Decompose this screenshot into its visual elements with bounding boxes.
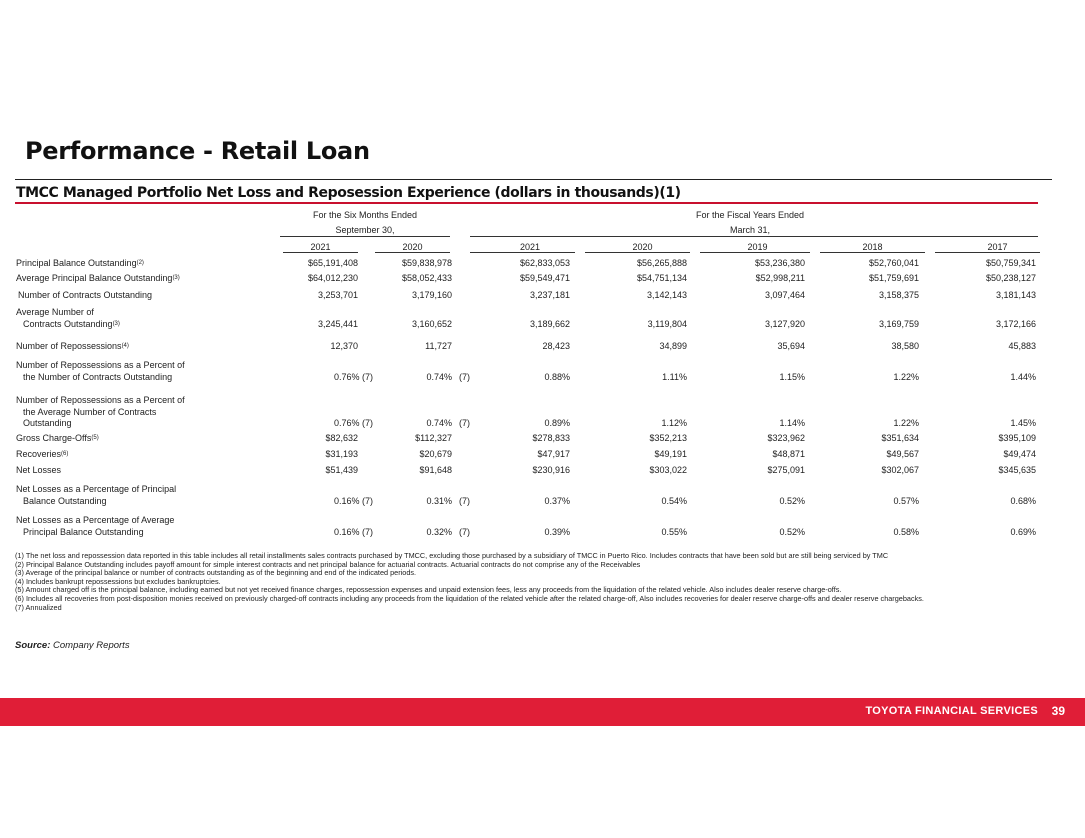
table-cell: $54,751,134	[636, 273, 687, 283]
table-cell: 3,142,143	[646, 290, 687, 300]
footnotes	[15, 552, 1065, 612]
table-cell: 0.57%	[893, 496, 919, 506]
table-cell: 0.58%	[893, 527, 919, 537]
table-cell: $302,067	[881, 465, 919, 475]
annualized-note: (7)	[459, 372, 470, 382]
table-cell: 1.11%	[662, 372, 687, 382]
table-cell: 1.12%	[661, 418, 687, 428]
table-cell: 3,245,441	[317, 319, 358, 329]
table-cell: 35,694	[777, 341, 805, 351]
year-rule	[700, 252, 810, 253]
table-cell: 3,189,662	[529, 319, 570, 329]
year-rule	[935, 252, 1040, 253]
year-header: 2019	[747, 242, 768, 252]
footnote: (1) The net loss and repossession data reported in this table includes all retail installments sales contracts purchased by TMCC, excluding those purchased by a subsidiary of TMCC in Puerto Rico. Includes contracts that have been sold but are still being serviced by TMC	[15, 551, 889, 560]
table-cell: 0.31%	[426, 496, 452, 506]
fiscal-header: For the Fiscal Years Ended	[695, 210, 805, 220]
table-cell: $351,634	[881, 433, 919, 443]
table-cell: 0.16% (7)	[333, 496, 373, 506]
table-cell: $20,679	[419, 449, 452, 459]
year-header: 2020	[632, 242, 653, 252]
table-cell: 12,370	[330, 341, 358, 351]
table-cell: 3,160,652	[411, 319, 452, 329]
row-label: Gross Charge-Offs$^{(5)}$	[16, 433, 99, 443]
year-rule	[470, 252, 575, 253]
page-title: Performance - Retail Loan	[25, 137, 370, 165]
table-cell: $53,236,380	[754, 258, 805, 268]
table-cell: $62,833,053	[519, 258, 570, 268]
six-months-header: For the Six Months Ended	[312, 210, 418, 220]
table-cell: $49,474	[1003, 449, 1036, 459]
table-title-underline	[15, 202, 1038, 204]
table-cell: 3,097,464	[764, 290, 805, 300]
row-label: Net Losses as a Percentage of Average Principal Balance Outstanding	[16, 515, 175, 537]
table-cell: $51,759,691	[868, 273, 919, 283]
table-cell: $278,833	[532, 433, 570, 443]
table-cell: $323,962	[767, 433, 805, 443]
table-cell: $64,012,230	[307, 273, 358, 283]
table-cell: $50,759,341	[985, 258, 1036, 268]
table-cell: 1.44%	[1010, 372, 1036, 382]
table-cell: 0.55%	[661, 527, 687, 537]
table-cell: 11,727	[425, 341, 452, 351]
table-cell: $50,238,127	[985, 273, 1036, 283]
table-cell: 3,127,920	[764, 319, 805, 329]
table-cell: $47,917	[537, 449, 570, 459]
annualized-note: (7)	[459, 496, 470, 506]
source-note: Source: Company Reports	[15, 640, 130, 651]
footer-brand: TOYOTA FINANCIAL SERVICES	[865, 705, 1038, 717]
annualized-note: (7)	[459, 527, 470, 537]
table-cell: 34,899	[659, 341, 687, 351]
table-cell: $58,052,433	[401, 273, 452, 283]
table-cell: $112,327	[415, 433, 452, 443]
table-cell: 0.52%	[779, 527, 805, 537]
table-cell: 0.52%	[779, 496, 805, 506]
year-header: 2021	[519, 242, 541, 252]
table-cell: 3,119,804	[647, 319, 687, 329]
row-label: Average Principal Balance Outstanding$^{(3)}$	[16, 273, 180, 283]
table-cell: 0.39%	[544, 527, 570, 537]
table-cell: $65,191,408	[307, 258, 358, 268]
footnote: (2) Principal Balance Outstanding includes payoff amount for simple interest contracts and net principal balance for actuarial contracts. Actuarial contracts do not comprise any of the Receivables	[15, 559, 641, 569]
table-cell: 0.54%	[661, 496, 687, 506]
table-cell: $352,213	[649, 433, 687, 443]
row-label: Principal Balance Outstanding$^{(2)}$	[16, 258, 144, 268]
fiscal-date: March 31,	[729, 225, 771, 235]
table-cell: 1.14%	[779, 418, 805, 428]
year-header: 2017	[987, 242, 1008, 252]
table-cell: 1.22%	[893, 372, 919, 382]
table-cell: 0.74%	[426, 418, 452, 428]
page-number: 39	[1051, 704, 1065, 718]
table-cell: $395,109	[998, 433, 1036, 443]
table-cell: $31,193	[325, 449, 358, 459]
table-cell: $91,648	[419, 465, 452, 475]
table-cell: 0.16% (7)	[333, 527, 373, 537]
row-label: Number of Repossessions as a Percent of the Number of Contracts Outstanding	[16, 360, 185, 382]
table-cell: 0.37%	[544, 496, 570, 506]
table-cell: $56,265,888	[636, 258, 687, 268]
year-header: 2021	[310, 242, 331, 252]
table-title: TMCC Managed Portfolio Net Loss and Reposession Experience (dollars in thousands)(1)	[16, 185, 681, 201]
table-cell: $52,760,041	[868, 258, 919, 268]
table-cell: $49,567	[886, 449, 919, 459]
footnote: (4) Includes bankrupt repossessions but excludes bankruptcies.	[15, 576, 221, 586]
table-cell: $275,091	[767, 465, 805, 475]
table-cell: $49,191	[654, 449, 687, 459]
row-label: Average Number of Contracts Outstanding$^{(3)}$	[16, 307, 120, 329]
table-cell: $230,916	[532, 465, 570, 475]
year-rule	[375, 252, 450, 253]
footnote: (7) Annualized	[15, 602, 62, 612]
table-cell: 0.89%	[544, 418, 570, 428]
table-cell: 0.69%	[1010, 527, 1036, 537]
year-rule	[283, 252, 358, 253]
fiscal-rule	[470, 236, 1038, 237]
table-cell: 3,169,759	[878, 319, 919, 329]
table-cell: 3,158,375	[878, 290, 919, 300]
row-label: Number of Repossessions as a Percent of the Average Number of Contracts Outstanding	[16, 395, 185, 428]
table-cell: 45,883	[1008, 341, 1036, 351]
year-rule	[820, 252, 925, 253]
table-cell: 3,253,701	[317, 290, 358, 300]
table-cell: 3,237,181	[529, 290, 570, 300]
table-cell: 0.76% (7)	[333, 372, 373, 382]
table-cell: 3,172,166	[995, 319, 1036, 329]
table-cell: 0.76% (7)	[333, 418, 373, 428]
table-cell: $59,838,978	[401, 258, 452, 268]
title-divider	[15, 179, 1052, 180]
table-cell: $52,998,211	[755, 273, 805, 283]
table-cell: 1.15%	[779, 372, 805, 382]
footnote: (5) Amount charged off is the principal balance, including earned but not yet received finance charges, repossession expenses and unpaid extension fees, less any proceeds from the liquidation of the related vehicle. Also includes dealer reserve charge-offs.	[15, 585, 842, 595]
table-cell: $345,635	[998, 465, 1036, 475]
table-cell: 1.22%	[893, 418, 919, 428]
table-cell: 1.45%	[1010, 418, 1036, 428]
row-label: Recoveries$^{(6)}$	[16, 449, 69, 459]
table-cell: 3,181,143	[995, 290, 1036, 300]
six-months-rule	[280, 236, 450, 237]
table-cell: 0.68%	[1010, 496, 1036, 506]
annualized-note: (7)	[459, 418, 470, 428]
table-cell: $82,632	[325, 433, 358, 443]
table-cell: 0.74%	[426, 372, 452, 382]
row-label: Net Losses	[16, 465, 62, 475]
footnote: (6) Includes all recoveries from post-disposition monies received on previously charged-off contracts including any proceeds from the liquidation of the related vehicle after the related charge-off, Also includes recoveries for dealer reserve charge-offs and dealer reserve chargebacks.	[15, 593, 924, 603]
row-label: Number of Repossessions$^{(4)}$	[16, 341, 129, 351]
six-months-date: September 30,	[335, 225, 395, 235]
footnote: (3) Average of the principal balance or number of contracts outstanding as of the beginning and end of the indicated periods.	[15, 568, 417, 578]
table-cell: $51,439	[325, 465, 358, 475]
year-rule	[585, 252, 690, 253]
table-cell: 3,179,160	[411, 290, 452, 300]
row-label: Number of Contracts Outstanding	[18, 290, 153, 300]
table-cell: $303,022	[649, 465, 687, 475]
table-cell: 0.32%	[426, 527, 452, 537]
table-cell: 38,580	[891, 341, 919, 351]
table-cell: $48,871	[772, 449, 805, 459]
table-cell: 0.88%	[544, 372, 570, 382]
row-label: Net Losses as a Percentage of Principal Balance Outstanding	[16, 484, 177, 506]
year-header: 2018	[862, 242, 883, 252]
table-cell: 28,423	[542, 341, 570, 351]
year-header: 2020	[402, 242, 423, 252]
table-cell: $59,549,471	[519, 273, 570, 283]
